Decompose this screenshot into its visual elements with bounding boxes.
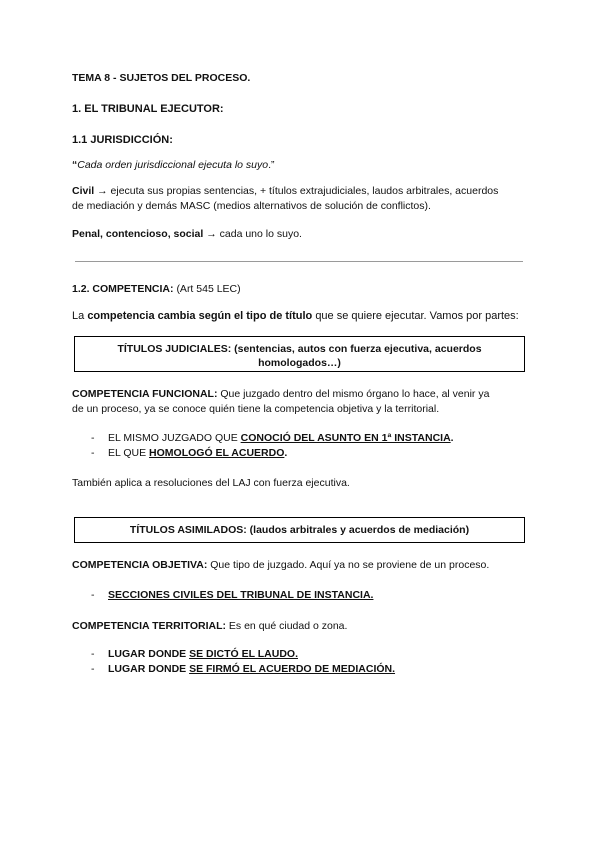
list-item-secciones: SECCIONES CIVILES DEL TRIBUNAL DE INSTANCIA. <box>108 589 374 601</box>
heading-tribunal-ejecutor: 1. EL TRIBUNAL EJECUTOR: <box>72 103 224 115</box>
box-titulos-judiciales-line-2: homologados…) <box>258 357 341 369</box>
tambien-line: También aplica a resoluciones del LAJ con fuerza ejecutiva. <box>72 477 350 489</box>
heading-competencia: 1.2. COMPETENCIA: (Art 545 LEC) <box>72 283 241 295</box>
list-dash: - <box>91 447 95 459</box>
funcional-line-1: COMPETENCIA FUNCIONAL: Que juzgado dentro del mismo órgano lo hace, al venir ya <box>72 388 490 400</box>
intro-line: La competencia cambia según el tipo de título que se quiere ejecutar. Vamos por partes: <box>72 310 519 322</box>
box-titulos-judiciales-line-1: TÍTULOS JUDICIALES: (sentencias, autos con fuerza ejecutiva, acuerdos <box>117 343 482 355</box>
list-item-conocio: EL MISMO JUZGADO QUE CONOCIÓ DEL ASUNTO EN 1ª INSTANCIA. <box>108 432 454 444</box>
penal-line: Penal, contencioso, social → cada uno lo suyo. <box>72 228 302 240</box>
list-dash: - <box>91 589 95 601</box>
list-item-laudo: LUGAR DONDE SE DICTÓ EL LAUDO. <box>108 648 298 660</box>
list-item-mediacion: LUGAR DONDE SE FIRMÓ EL ACUERDO DE MEDIACIÓN. <box>108 663 396 675</box>
territorial-line: COMPETENCIA TERRITORIAL: Es en qué ciudad o zona. <box>72 620 348 632</box>
box-titulos-judiciales <box>74 336 525 372</box>
list-dash: - <box>91 663 95 675</box>
divider <box>75 261 523 262</box>
document-title: TEMA 8 - SUJETOS DEL PROCESO. <box>72 72 251 84</box>
funcional-line-2: de un proceso, ya se conoce quién tiene la competencia objetiva y la territorial. <box>72 403 440 415</box>
heading-jurisdiccion: 1.1 JURISDICCIÓN: <box>72 134 173 146</box>
list-item-homologo: EL QUE HOMOLOGÓ EL ACUERDO. <box>108 447 288 459</box>
civil-line-2: de mediación y demás MASC (medios alternativos de solución de conflictos). <box>72 200 431 212</box>
civil-line-1: Civil → ejecuta sus propias sentencias, + títulos extrajudiciales, laudos arbitrales, acuerdos <box>72 185 499 197</box>
list-dash: - <box>91 648 95 660</box>
list-dash: - <box>91 432 95 444</box>
quote-line: “Cada orden jurisdiccional ejecuta lo suyo.” <box>72 159 275 171</box>
objetiva-line: COMPETENCIA OBJETIVA: Que tipo de juzgado. Aquí ya no se proviene de un proceso. <box>72 559 490 571</box>
box-titulos-asimilados: TÍTULOS ASIMILADOS: (laudos arbitrales y acuerdos de mediación) <box>74 517 525 543</box>
